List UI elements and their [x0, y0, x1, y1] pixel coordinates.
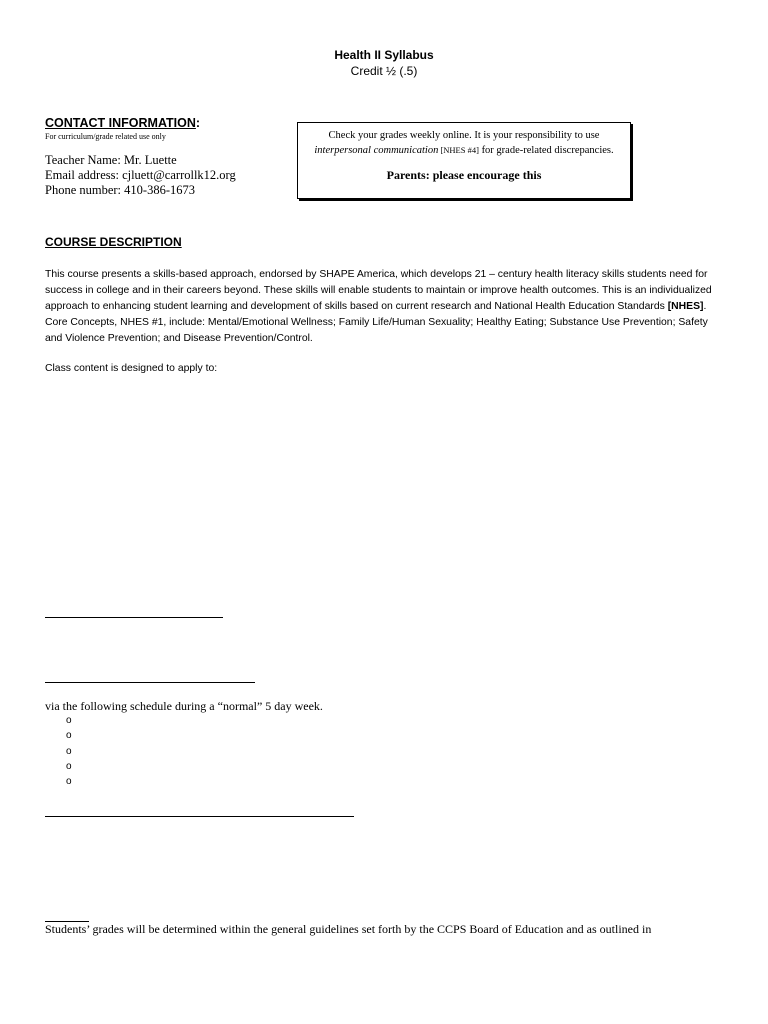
notice-italic-phrase: interpersonal communication: [314, 145, 439, 156]
notice-line-2-rest: for grade-related discrepancies.: [478, 145, 614, 156]
notice-line-2: [298, 143, 630, 158]
email-address: Email address: cjluett@carrollk12.org: [45, 168, 236, 182]
course-desc-part-2: . Core Concepts, NHES #1, include: Mental/Emotional Wellness; Family Life/Human Sexuality; Healthy Eating; Substance Use Prevention; Safety and Violence Prevention; and Disease Prevention/Control.: [45, 301, 708, 344]
class-content-line: Class content is designed to apply to:: [45, 363, 218, 374]
contact-note: For curriculum/grade related use only: [45, 132, 166, 141]
credit-line: Credit ½ (.5): [350, 64, 418, 78]
bullet-marker: o: [66, 760, 72, 772]
grades-first-word: Students’: [45, 922, 90, 936]
course-description: [45, 267, 725, 347]
schedule-bullets: [66, 713, 72, 789]
notice-nhes-ref: [NHES #4]: [438, 145, 479, 155]
title-block: [0, 47, 768, 79]
contact-heading-colon: :: [195, 116, 201, 130]
notice-parents: Parents: please encourage this: [386, 168, 542, 182]
notice-line-1: Check your grades weekly online. It is your responsibility to use: [328, 130, 600, 141]
teacher-name: Teacher Name: Mr. Luette: [45, 153, 177, 167]
course-description-heading: COURSE DESCRIPTION: [45, 235, 182, 249]
grades-rest: grades will be determined within the general guidelines set forth by the CCPS Board of Education and as outlined in: [89, 922, 652, 936]
bullet-marker: o: [66, 745, 72, 757]
grades-line: [45, 922, 651, 937]
phone-number: Phone number: 410-386-1673: [45, 183, 195, 197]
grade-notice-box: [297, 122, 631, 199]
divider-line-3: [45, 816, 354, 817]
contact-heading: [45, 116, 200, 130]
contact-heading-text: CONTACT INFORMATION: [45, 116, 196, 130]
schedule-line: via the following schedule during a “normal” 5 day week.: [45, 699, 323, 713]
course-desc-nhes: [NHES]: [667, 301, 704, 312]
bullet-marker: o: [66, 776, 72, 788]
bullet-marker: o: [66, 715, 72, 726]
divider-line-2: [45, 682, 255, 683]
course-desc-part-1: This course presents a skills-based approach, endorsed by SHAPE America, which develops 21 – century health literacy skills students need for success in college and in their careers beyond. These skills will enable students to maintain or improve health outcomes. This is an individualized approach to enhancing student learning and development of skills based on current research and National Health Education Standards: [45, 269, 712, 312]
divider-line-1: [45, 617, 223, 618]
contact-details: [45, 153, 236, 198]
bullet-marker: o: [66, 730, 72, 742]
page-title: Health II Syllabus: [334, 48, 434, 62]
